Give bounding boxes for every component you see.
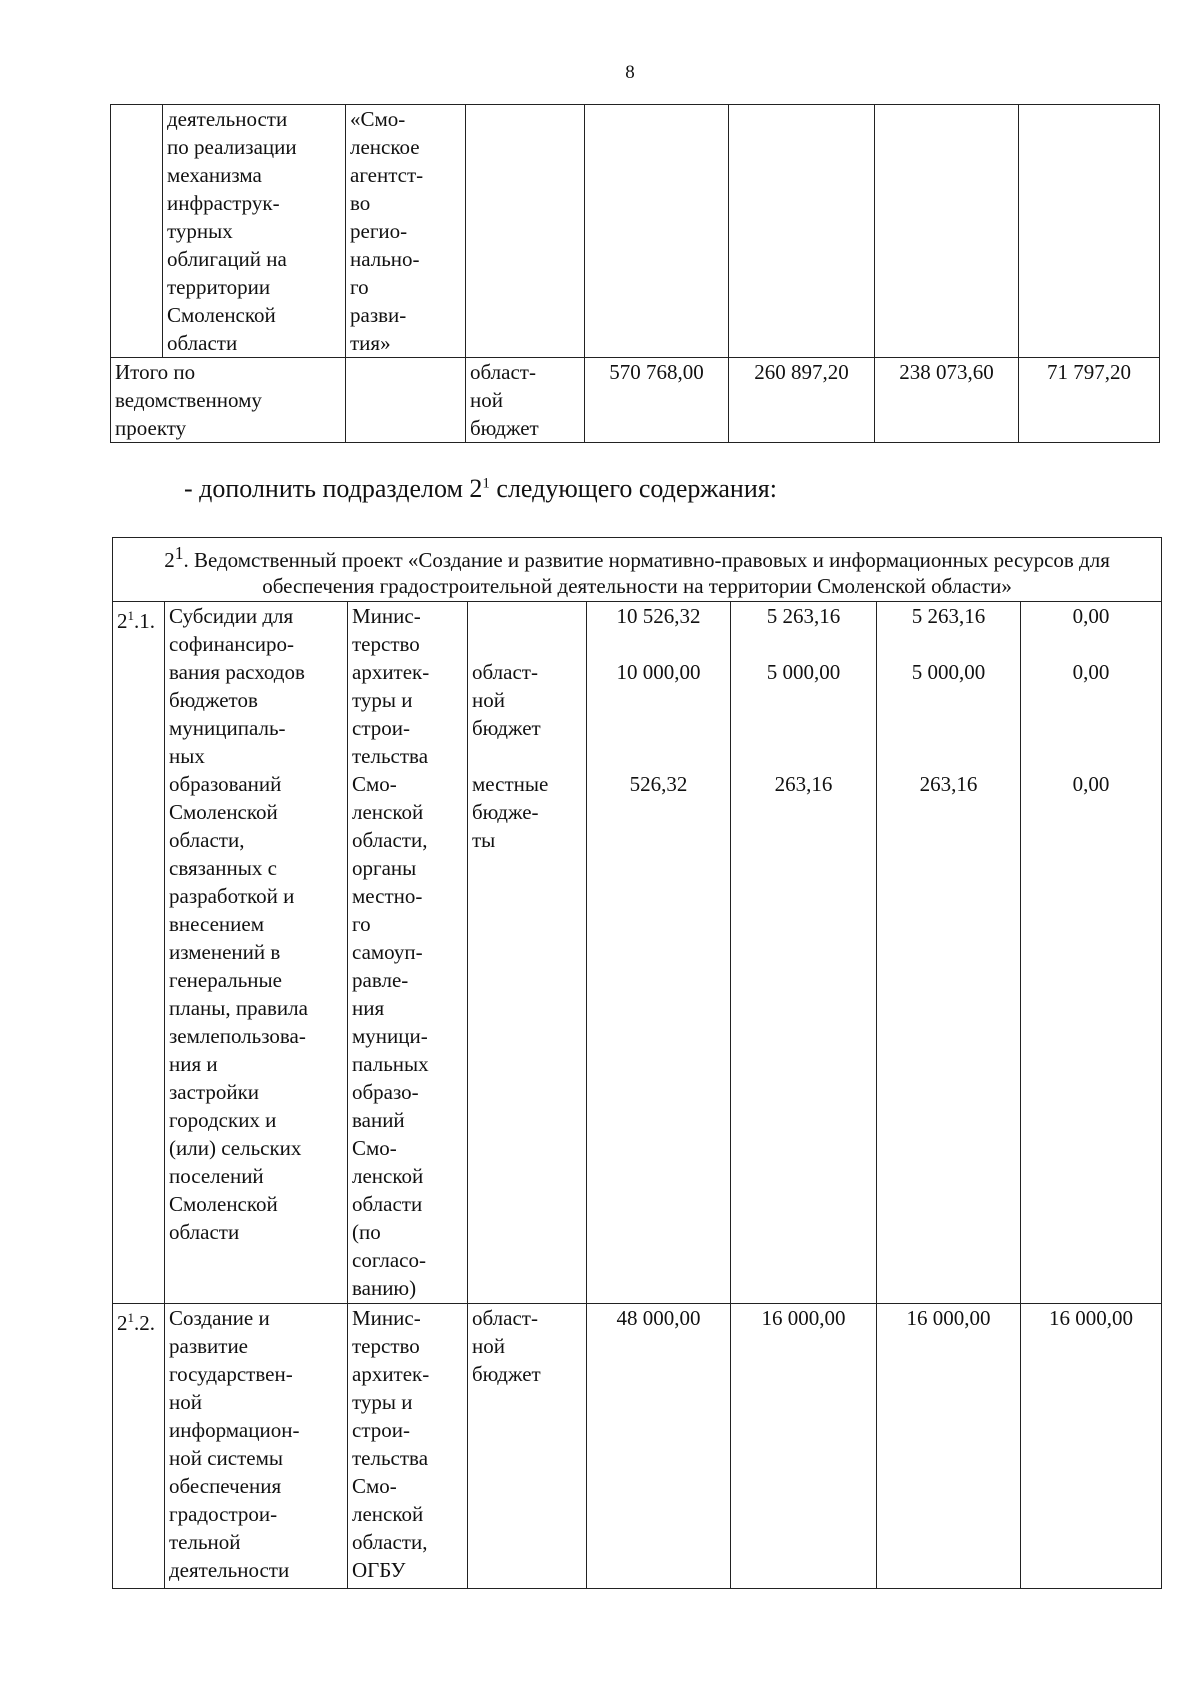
year1-cell: 5 263,16 5 000,00 263,16 bbox=[731, 602, 877, 1304]
executor-cell: «Смо- ленское агентст- во регио- нально- го разви- тия» bbox=[346, 105, 466, 358]
index-cell: $2^1.1$. bbox=[113, 602, 165, 1304]
year1-cell: 260 897,20 bbox=[729, 358, 875, 443]
source-local: местные бюдже- ты bbox=[472, 772, 549, 852]
executor-cell bbox=[346, 358, 466, 443]
source-cell bbox=[466, 105, 585, 358]
section-header-row bbox=[113, 538, 1162, 602]
total-cell: 10 526,32 10 000,00 526,32 bbox=[587, 602, 731, 1304]
budget-table-continued bbox=[110, 104, 1160, 443]
year2-cell bbox=[875, 105, 1019, 358]
year3-cell: 0,00 0,00 0,00 bbox=[1021, 602, 1162, 1304]
total-row bbox=[111, 358, 1160, 443]
page-number: 8 bbox=[625, 62, 635, 83]
section-title: $2^1$. Ведомственный проект «Создание и развитие нормативно-правовых и информационных ресурсов для обеспечения градостроительной деятельности на территории Смоленской области» bbox=[113, 538, 1162, 602]
year3-cell: 71 797,20 bbox=[1019, 358, 1160, 443]
year2-cell: 5 263,16 5 000,00 263,16 bbox=[877, 602, 1021, 1304]
table-row bbox=[111, 105, 1160, 358]
total-label: Итого по ведомственному проекту bbox=[111, 358, 346, 443]
total-cell: 570 768,00 bbox=[585, 358, 729, 443]
table-row bbox=[113, 602, 1162, 1304]
table-row bbox=[113, 1304, 1162, 1589]
total-cell: 48 000,00 bbox=[587, 1304, 731, 1589]
budget-table-section bbox=[112, 537, 1162, 1589]
index-cell: $2^1.2$. bbox=[113, 1304, 165, 1589]
year2-cell: 238 073,60 bbox=[875, 358, 1019, 443]
instruction-text: - дополнить подразделом $2^1$ следующего содержания: bbox=[184, 474, 777, 503]
executor-cell: Минис- терство архитек- туры и строи- тельства Смо- ленской области, ОГБУ bbox=[348, 1304, 468, 1589]
year2-cell: 16 000,00 bbox=[877, 1304, 1021, 1589]
source-cell: област- ной бюджет bbox=[468, 1304, 587, 1589]
source-cell bbox=[468, 602, 587, 1304]
year1-cell bbox=[729, 105, 875, 358]
executor-cell: Минис- терство архитек- туры и строи- тельства Смо- ленской области, органы местно- го самоуп- равле- ния муници- пальных образо- ваний Смо- ленской области (по согласо- ванию) bbox=[348, 602, 468, 1304]
total-cell bbox=[585, 105, 729, 358]
source-regional: област- ной бюджет bbox=[472, 660, 541, 740]
year1-cell: 16 000,00 bbox=[731, 1304, 877, 1589]
description-cell: деятельности по реализации механизма инфраструк- турных облигаций на территории Смоленской области bbox=[163, 105, 346, 358]
index-cell bbox=[111, 105, 163, 358]
year3-cell: 16 000,00 bbox=[1021, 1304, 1162, 1589]
description-cell: Создание и развитие государствен- ной информацион- ной системы обеспечения градострои- тельной деятельности bbox=[165, 1304, 348, 1589]
description-cell: Субсидии для софинансиро- вания расходов бюджетов муниципаль- ных образований Смоленской области, связанных с разработкой и внесением изменений в генеральные планы, правила землепользова- ния и застройки городских и (или) сельских поселений Смоленской области bbox=[165, 602, 348, 1304]
year3-cell bbox=[1019, 105, 1160, 358]
source-cell: област- ной бюджет bbox=[466, 358, 585, 443]
